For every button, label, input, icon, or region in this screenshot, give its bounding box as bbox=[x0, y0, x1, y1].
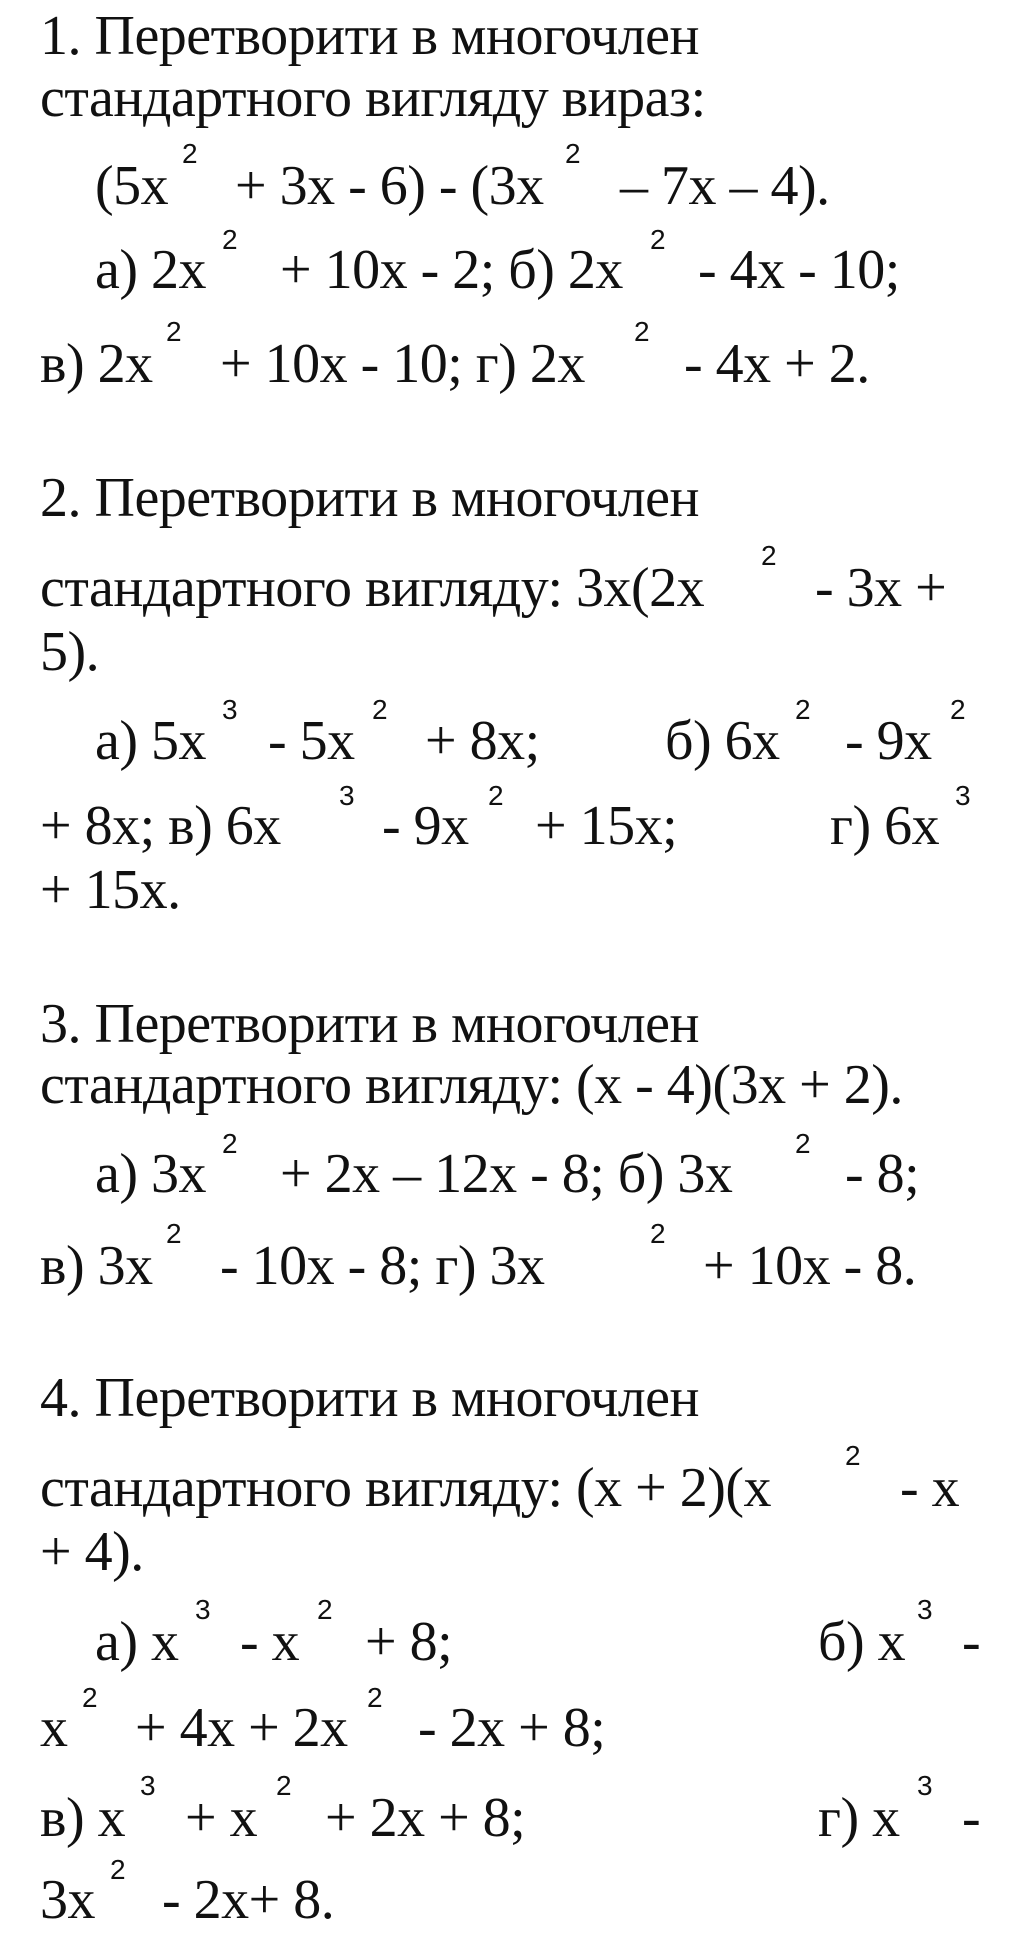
q1-option-a-exponent: 2 bbox=[222, 224, 238, 255]
q4-prompt-exponent: 2 bbox=[845, 1440, 861, 1471]
q4-option-v-part-2: + x bbox=[185, 1787, 258, 1849]
q3-prompt: стандартного вигляду: (x - 4)(3x + 2). bbox=[40, 1054, 903, 1116]
q4-prompt-part-2: - x bbox=[900, 1457, 960, 1519]
q4-prompt-continued: + 4). bbox=[40, 1521, 144, 1583]
q2-option-b-exponent-2: 2 bbox=[950, 694, 966, 725]
q3-option-v-exponent: 2 bbox=[166, 1218, 182, 1249]
q2-option-g-part-1: г) 6x bbox=[830, 795, 940, 857]
q2-option-v-part-3: + 15x; bbox=[535, 795, 678, 857]
q4-option-b-line2-part-2: + 4x + 2x bbox=[135, 1697, 348, 1759]
q2-prompt-exponent: 2 bbox=[761, 540, 777, 571]
q4-option-a-part-2: - x bbox=[240, 1611, 300, 1673]
q4-option-a-exponent-2: 2 bbox=[317, 1594, 333, 1625]
q3-option-g-exponent: 2 bbox=[650, 1218, 666, 1249]
q2-title: 2. Перетворити в многочлен bbox=[40, 467, 699, 529]
q2-option-v-part-2: - 9x bbox=[382, 795, 469, 857]
q3-option-b-part-2: - 8; bbox=[845, 1143, 920, 1205]
q1-expr-part-2: + 3x - 6) - (3x bbox=[235, 155, 544, 217]
q1-expr-part-1: (5x bbox=[95, 155, 169, 217]
q4-option-b-part-1: б) x bbox=[818, 1611, 906, 1673]
q4-option-a-exponent-1: 3 bbox=[195, 1594, 211, 1625]
q1-option-a-part-1: а) 2x bbox=[95, 239, 207, 301]
q4-option-g-line2-part-2: - 2x+ 8. bbox=[162, 1869, 335, 1931]
q1-expr-part-3: – 7x – 4). bbox=[620, 155, 830, 217]
q4-option-g-exponent: 3 bbox=[917, 1770, 933, 1801]
q3-option-b-exponent: 2 bbox=[795, 1128, 811, 1159]
q4-option-b-line2-part-1: x bbox=[40, 1697, 68, 1759]
q1-option-g-part-2: - 4x + 2. bbox=[684, 333, 870, 395]
q3-option-a-exponent: 2 bbox=[222, 1128, 238, 1159]
q1-expr-exponent-2: 2 bbox=[565, 138, 581, 169]
q2-option-a-part-2: - 5x bbox=[268, 710, 355, 772]
q1-option-a-b-part: + 10x - 2; б) 2x bbox=[280, 239, 623, 301]
q3-option-v-g-part: - 10x - 8; г) 3x bbox=[220, 1235, 545, 1297]
q4-option-v-exponent-1: 3 bbox=[140, 1770, 156, 1801]
q4-title: 4. Перетворити в многочлен bbox=[40, 1367, 699, 1429]
q1-option-b-part-2: - 4x - 10; bbox=[698, 239, 900, 301]
q4-option-b-part-2: - bbox=[962, 1611, 981, 1673]
q1-option-b-exponent: 2 bbox=[650, 224, 666, 255]
q1-expr-exponent-1: 2 bbox=[182, 138, 198, 169]
q2-option-b-part-2: - 9x bbox=[845, 710, 932, 772]
q2-option-a-exponent-1: 3 bbox=[222, 694, 238, 725]
q1-title: 1. Перетворити в многочлен bbox=[40, 5, 699, 67]
q1-option-v-exponent: 2 bbox=[166, 316, 182, 347]
q3-option-g-part-2: + 10x - 8. bbox=[703, 1235, 917, 1297]
q2-option-a-part-3: + 8x; bbox=[425, 710, 540, 772]
q2-option-v-exponent-1: 3 bbox=[339, 780, 355, 811]
q4-option-b-exponent-1: 3 bbox=[917, 1594, 933, 1625]
q2-option-b-exponent-1: 2 bbox=[795, 694, 811, 725]
q3-option-v-part-1: в) 3x bbox=[40, 1235, 153, 1297]
q4-option-v-part-3: + 2x + 8; bbox=[325, 1787, 526, 1849]
q1-option-v-g-part: + 10x - 10; г) 2x bbox=[220, 333, 585, 395]
q1-option-v-part-1: в) 2x bbox=[40, 333, 153, 395]
q2-option-g-exponent: 3 bbox=[955, 780, 971, 811]
q2-prompt-part-2: - 3x + bbox=[815, 557, 947, 619]
q2-option-a-part-1: а) 5x bbox=[95, 710, 207, 772]
q2-prompt-part-1: стандартного вигляду: 3x(2x bbox=[40, 557, 705, 619]
q4-option-b-line2-part-3: - 2x + 8; bbox=[418, 1697, 606, 1759]
q2-option-b-v-part: + 8x; в) 6x bbox=[40, 795, 281, 857]
q4-option-g-part-1: г) x bbox=[818, 1787, 900, 1849]
q4-option-g-line2-part-1: 3x bbox=[40, 1869, 95, 1931]
q4-option-v-exponent-2: 2 bbox=[276, 1770, 292, 1801]
q4-option-g-line2-exponent: 2 bbox=[110, 1854, 126, 1885]
q4-option-v-part-1: в) x bbox=[40, 1787, 126, 1849]
q3-option-a-b-part: + 2x – 12x - 8; б) 3x bbox=[280, 1143, 733, 1205]
q2-option-g-end: + 15x. bbox=[40, 859, 181, 921]
q4-option-a-part-1: а) x bbox=[95, 1611, 179, 1673]
q2-option-b-part-1: б) 6x bbox=[665, 710, 780, 772]
q4-prompt-part-1: стандартного вигляду: (x + 2)(x bbox=[40, 1457, 772, 1519]
q1-option-g-exponent: 2 bbox=[634, 316, 650, 347]
q4-option-g-part-2: - bbox=[962, 1787, 981, 1849]
q4-option-a-part-3: + 8; bbox=[365, 1611, 453, 1673]
q2-option-a-exponent-2: 2 bbox=[372, 694, 388, 725]
q4-option-b-line2-exponent-2: 2 bbox=[367, 1682, 383, 1713]
q3-title: 3. Перетворити в многочлен bbox=[40, 993, 699, 1055]
q1-prompt: стандартного вигляду вираз: bbox=[40, 67, 706, 129]
q3-option-a-part-1: а) 3x bbox=[95, 1143, 207, 1205]
q4-option-b-line2-exponent-1: 2 bbox=[82, 1682, 98, 1713]
q2-prompt-continued: 5). bbox=[40, 621, 100, 683]
q2-option-v-exponent-2: 2 bbox=[488, 780, 504, 811]
